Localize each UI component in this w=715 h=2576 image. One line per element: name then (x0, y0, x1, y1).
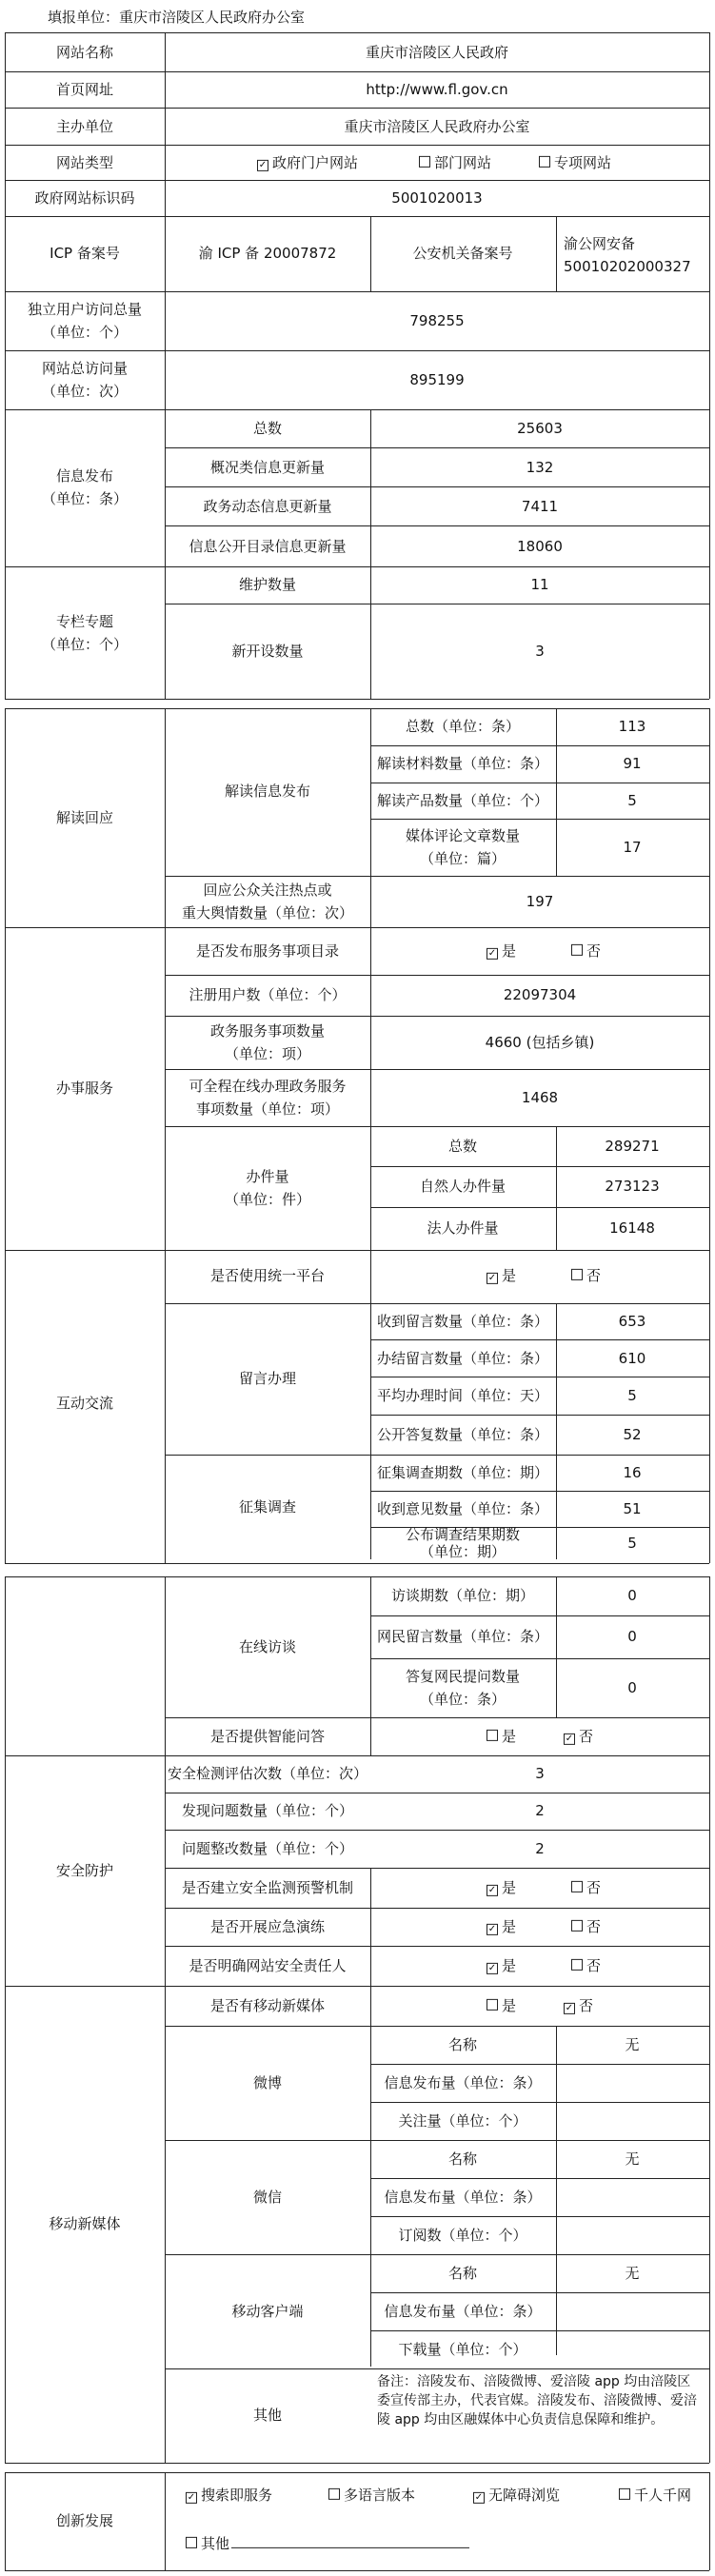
service-handled-total-label: 总数 (447, 1137, 478, 1155)
innovation-option-other[interactable] (186, 2534, 469, 2553)
site-code-label: 政府网站标识码 (34, 188, 135, 207)
uv-unit: （单位：个） (41, 323, 129, 341)
mobile-weibo-posts-label: 信息发布量（单位：条） (384, 2073, 542, 2091)
interact-interview-value: 0 (627, 1586, 637, 1604)
checked-checkbox-icon: ✓ (187, 2491, 196, 2503)
interact-done-value: 610 (618, 1349, 646, 1367)
uv-label: 独立用户访问总量 (27, 300, 143, 318)
interact-smart-no[interactable] (564, 1727, 593, 1746)
interact-interview-label: 访谈期数（单位：期） (390, 1586, 535, 1604)
interpret-media-value: 17 (623, 838, 642, 856)
interact-reply-label: 答复网民提问数量 (405, 1667, 521, 1685)
security-found-value: 2 (535, 1801, 545, 1819)
mobile-has-yes-label: 是 (502, 1996, 517, 2014)
police-record-label: 公安机关备案号 (412, 244, 513, 262)
innovation-label: 创新发展 (55, 2511, 114, 2529)
innovation-option-search-label: 搜索即服务 (201, 2486, 273, 2504)
security-label: 安全防护 (55, 1861, 114, 1879)
service-handled-total-value: 289271 (605, 1137, 660, 1155)
interact-survey-label: 征集调查 (238, 1497, 297, 1516)
column-unit: （单位：个） (41, 635, 129, 653)
mobile-app-download-label: 下载量（单位：个） (398, 2340, 527, 2358)
site-type-option-special-label: 专项网站 (554, 153, 612, 171)
security-monitor-no-label: 否 (586, 1878, 602, 1896)
interpret-publish-label: 解读信息发布 (224, 782, 311, 800)
checked-checkbox-icon: ✓ (487, 947, 497, 959)
interact-msg-label: 留言办理 (238, 1369, 297, 1387)
interact-opinions-label: 收到意见数量（单位：条） (376, 1499, 549, 1517)
checkbox-icon (571, 1269, 583, 1280)
sponsor-label: 主办单位 (55, 117, 114, 135)
mobile-label: 移动新媒体 (49, 2214, 121, 2232)
checkbox-icon (539, 156, 550, 168)
interact-smart-yes-label: 是 (502, 1727, 517, 1745)
security-owner-yes[interactable] (487, 1956, 516, 1975)
security-drill-no[interactable] (571, 1917, 601, 1936)
interact-smart-yes[interactable] (487, 1727, 516, 1746)
security-monitor-yes-label: 是 (502, 1878, 517, 1896)
service-online-label: 可全程在线办理政务服务 (189, 1077, 347, 1095)
security-owner-label: 是否明确网站安全责任人 (189, 1956, 347, 1974)
mobile-other-label: 其他 (252, 2406, 283, 2424)
service-person-value: 273123 (605, 1177, 660, 1195)
interact-platform-label: 是否使用统一平台 (209, 1266, 326, 1284)
interact-online-label: 在线访谈 (238, 1637, 297, 1655)
checkbox-icon (571, 944, 583, 956)
interact-netmsg-value: 0 (627, 1627, 637, 1645)
interpret-product-label: 解读产品数量（单位：个） (376, 791, 549, 809)
site-type-label: 网站类型 (55, 153, 114, 171)
service-handled-unit: （单位：件） (224, 1190, 311, 1208)
publish-label: 信息发布 (55, 466, 114, 485)
interact-platform-yes-label: 是 (502, 1266, 517, 1284)
publish-overview-label: 概况类信息更新量 (209, 458, 326, 476)
interact-results-label: 公布调查结果期数 (405, 1525, 521, 1543)
interact-smart-no-label: 否 (579, 1727, 594, 1745)
innovation-option-personalized[interactable] (619, 2486, 691, 2505)
security-found-label: 发现问题数量（单位：个） (181, 1801, 354, 1819)
service-items-unit: （单位：项） (224, 1044, 311, 1062)
service-legal-label: 法人办件量 (427, 1219, 499, 1237)
mobile-weibo-name-value: 无 (625, 2035, 640, 2053)
pv-value: 895199 (409, 370, 465, 388)
publish-total-label: 总数 (252, 419, 283, 437)
checked-checkbox-icon: ✓ (487, 1272, 497, 1283)
interpret-material-label: 解读材料数量（单位：条） (376, 754, 549, 772)
publish-total-value: 25603 (517, 419, 563, 437)
publish-news-value: 7411 (521, 497, 559, 515)
interact-survey-periods-label: 征集调查期数（单位：期） (376, 1463, 549, 1481)
checked-checkbox-icon: ✓ (565, 1733, 574, 1744)
security-monitor-no[interactable] (571, 1878, 601, 1897)
service-items-value: 4660 (包括乡镇) (485, 1033, 595, 1051)
interact-smart-label: 是否提供智能问答 (209, 1727, 326, 1745)
service-catalog-no-label: 否 (586, 941, 602, 960)
mobile-app-posts-label: 信息发布量（单位：条） (384, 2302, 542, 2320)
checkbox-icon (619, 2488, 630, 2500)
security-monitor-yes[interactable] (487, 1878, 516, 1897)
home-url-label: 首页网址 (55, 80, 114, 98)
security-drill-no-label: 否 (586, 1917, 602, 1935)
interact-results-unit: （单位：期） (419, 1542, 506, 1560)
mobile-weibo-follow-label: 关注量（单位：个） (398, 2111, 527, 2130)
police-record-value-line1: 渝公网安备 (564, 234, 636, 252)
mobile-wechat-name-label: 名称 (447, 2150, 478, 2168)
innovation-option-multilang-label: 多语言版本 (344, 2486, 416, 2504)
innovation-option-search[interactable] (186, 2486, 272, 2505)
interpret-total-label: 总数（单位：条） (405, 717, 521, 735)
site-type-option-department[interactable] (419, 153, 491, 172)
interpret-total-value: 113 (618, 717, 646, 735)
publish-unit: （单位：条） (41, 489, 129, 507)
checked-checkbox-icon: ✓ (487, 1962, 497, 1973)
interact-netmsg-label: 网民留言数量（单位：条） (376, 1627, 549, 1645)
security-eval-label: 安全检测评估次数（单位：次） (167, 1764, 368, 1782)
mobile-wechat-subscribe-label: 订阅数（单位：个） (398, 2226, 527, 2244)
mobile-wechat-label: 微信 (252, 2188, 283, 2206)
icp-label: ICP 备案号 (50, 244, 120, 262)
publish-overview-value: 132 (526, 458, 554, 476)
site-name-label: 网站名称 (55, 43, 114, 61)
pv-label: 网站总访问量 (41, 359, 129, 377)
innovation-option-multilang[interactable] (328, 2486, 415, 2505)
mobile-app-name-value: 无 (625, 2264, 640, 2282)
mobile-wechat-name-value: 无 (625, 2150, 640, 2168)
site-type-option-portal-label: 政府门户网站 (272, 153, 359, 171)
innovation-option-accessibility[interactable] (473, 2486, 560, 2505)
service-items-label: 政务服务事项数量 (209, 1021, 326, 1040)
checkbox-icon (487, 1999, 498, 2011)
column-new-value: 3 (535, 642, 545, 660)
mobile-has-label: 是否有移动新媒体 (209, 1996, 326, 2014)
site-name-value: 重庆市涪陵区人民政府 (365, 43, 509, 61)
checkbox-icon (328, 2488, 340, 2500)
interact-received-value: 653 (618, 1312, 646, 1330)
column-label: 专栏专题 (55, 612, 114, 630)
mobile-weibo-label: 微博 (252, 2073, 283, 2091)
column-new-label: 新开设数量 (231, 642, 304, 660)
publish-news-label: 政务动态信息更新量 (203, 497, 332, 515)
security-drill-yes[interactable] (487, 1917, 516, 1936)
site-code-value: 5001020013 (391, 188, 483, 207)
interact-reply-value: 0 (627, 1678, 637, 1696)
mobile-other-note: 备注：涪陵发布、涪陵微博、爱涪陵 app 均由涪陵区委宣传部主办，代表官媒。涪陵发布、涪陵微博、爱涪陵 app 均由区融媒体中心负责信息保障和维护。 (377, 2374, 697, 2427)
publish-catalog-value: 18060 (517, 537, 563, 555)
column-maintain-label: 维护数量 (238, 575, 297, 593)
interact-received-label: 收到留言数量（单位：条） (376, 1312, 549, 1330)
innovation-option-other-label: 其他 (201, 2534, 230, 2552)
interact-label: 互动交流 (55, 1394, 114, 1412)
mobile-app-name-label: 名称 (447, 2264, 478, 2282)
mobile-has-no-label: 否 (579, 1996, 594, 2014)
site-type-option-department-label: 部门网站 (434, 153, 492, 171)
checkbox-icon (571, 1881, 583, 1892)
service-users-value: 22097304 (503, 985, 577, 1003)
service-catalog-label: 是否发布服务事项目录 (195, 941, 340, 960)
security-owner-yes-label: 是 (502, 1956, 517, 1974)
column-maintain-value: 11 (530, 575, 549, 593)
pv-unit: （单位：次） (41, 382, 129, 400)
site-type-option-portal[interactable] (257, 153, 358, 172)
mobile-app-label: 移动客户端 (231, 2302, 304, 2320)
checkbox-icon (571, 1959, 583, 1971)
interact-public-label: 公开答复数量（单位：条） (376, 1425, 549, 1443)
mobile-wechat-posts-label: 信息发布量（单位：条） (384, 2188, 542, 2206)
home-url-value[interactable]: http://www.fl.gov.cn (366, 80, 508, 98)
security-drill-yes-label: 是 (502, 1917, 517, 1935)
checked-checkbox-icon: ✓ (565, 2002, 574, 2013)
interpret-respond-value: 197 (526, 892, 554, 910)
security-fixed-value: 2 (535, 1839, 545, 1857)
service-legal-value: 16148 (609, 1219, 655, 1237)
interact-reply-unit: （单位：条） (419, 1690, 506, 1708)
service-catalog-yes-label: 是 (502, 941, 517, 960)
interpret-respond-unit: 重大舆情数量（单位：次） (181, 903, 354, 921)
innovation-option-accessibility-label: 无障碍浏览 (488, 2486, 561, 2504)
service-online-unit: 事项数量（单位：项） (195, 1100, 340, 1118)
interpret-respond-label: 回应公众关注热点或 (203, 881, 332, 899)
mobile-has-yes[interactable] (487, 1996, 516, 2015)
interact-avg-label: 平均办理时间（单位：天） (376, 1386, 549, 1404)
interpret-material-value: 91 (623, 754, 642, 772)
interact-platform-no-label: 否 (586, 1266, 602, 1284)
checked-checkbox-icon: ✓ (258, 159, 268, 170)
icp-value: 渝 ICP 备 20007872 (198, 244, 337, 262)
publish-catalog-label: 信息公开目录信息更新量 (189, 537, 347, 555)
service-label: 办事服务 (55, 1079, 114, 1097)
mobile-has-no[interactable] (564, 1996, 593, 2015)
service-users-label: 注册用户数（单位：个） (189, 985, 347, 1003)
interact-avg-value: 5 (627, 1386, 637, 1404)
site-type-option-special[interactable] (539, 153, 611, 172)
checked-checkbox-icon: ✓ (487, 1923, 497, 1934)
service-handled-label: 办件量 (246, 1167, 289, 1185)
innovation-option-personalized-label: 千人千网 (634, 2486, 692, 2504)
interact-opinions-value: 51 (623, 1499, 642, 1517)
interact-results-value: 5 (627, 1534, 637, 1552)
innovation-other-blank (231, 2536, 469, 2548)
checkbox-icon (571, 1920, 583, 1932)
interact-platform-yes[interactable] (487, 1266, 516, 1285)
checked-checkbox-icon: ✓ (474, 2491, 484, 2503)
checkbox-icon (487, 1730, 498, 1741)
security-drill-label: 是否开展应急演练 (209, 1917, 326, 1935)
interact-public-value: 52 (623, 1425, 642, 1443)
service-catalog-no[interactable] (571, 941, 601, 961)
service-online-value: 1468 (521, 1088, 559, 1106)
interact-survey-periods-value: 16 (623, 1463, 642, 1481)
uv-value: 798255 (409, 311, 465, 329)
checkbox-icon (419, 156, 430, 168)
security-owner-no-label: 否 (586, 1956, 602, 1974)
interpret-label: 解读回应 (55, 808, 114, 826)
security-eval-value: 3 (535, 1764, 545, 1782)
interpret-product-value: 5 (627, 791, 637, 809)
security-fixed-label: 问题整改数量（单位：个） (181, 1839, 354, 1857)
interpret-media-unit: （单位：篇） (419, 849, 506, 867)
service-person-label: 自然人办件量 (419, 1177, 506, 1195)
police-record-value-line2: 50010202000327 (564, 257, 691, 275)
interact-platform-no[interactable] (571, 1266, 601, 1285)
checked-checkbox-icon: ✓ (487, 1884, 497, 1895)
security-owner-no[interactable] (571, 1956, 601, 1975)
mobile-weibo-name-label: 名称 (447, 2035, 478, 2053)
sponsor-value: 重庆市涪陵区人民政府办公室 (344, 117, 530, 135)
checkbox-icon (186, 2537, 197, 2548)
fill-unit-label: 填报单位：重庆市涪陵区人民政府办公室 (48, 8, 306, 26)
interact-done-label: 办结留言数量（单位：条） (376, 1349, 549, 1367)
interpret-media-label: 媒体评论文章数量 (405, 826, 521, 844)
service-catalog-yes[interactable] (487, 941, 516, 961)
security-monitor-label: 是否建立安全监测预警机制 (181, 1878, 354, 1896)
